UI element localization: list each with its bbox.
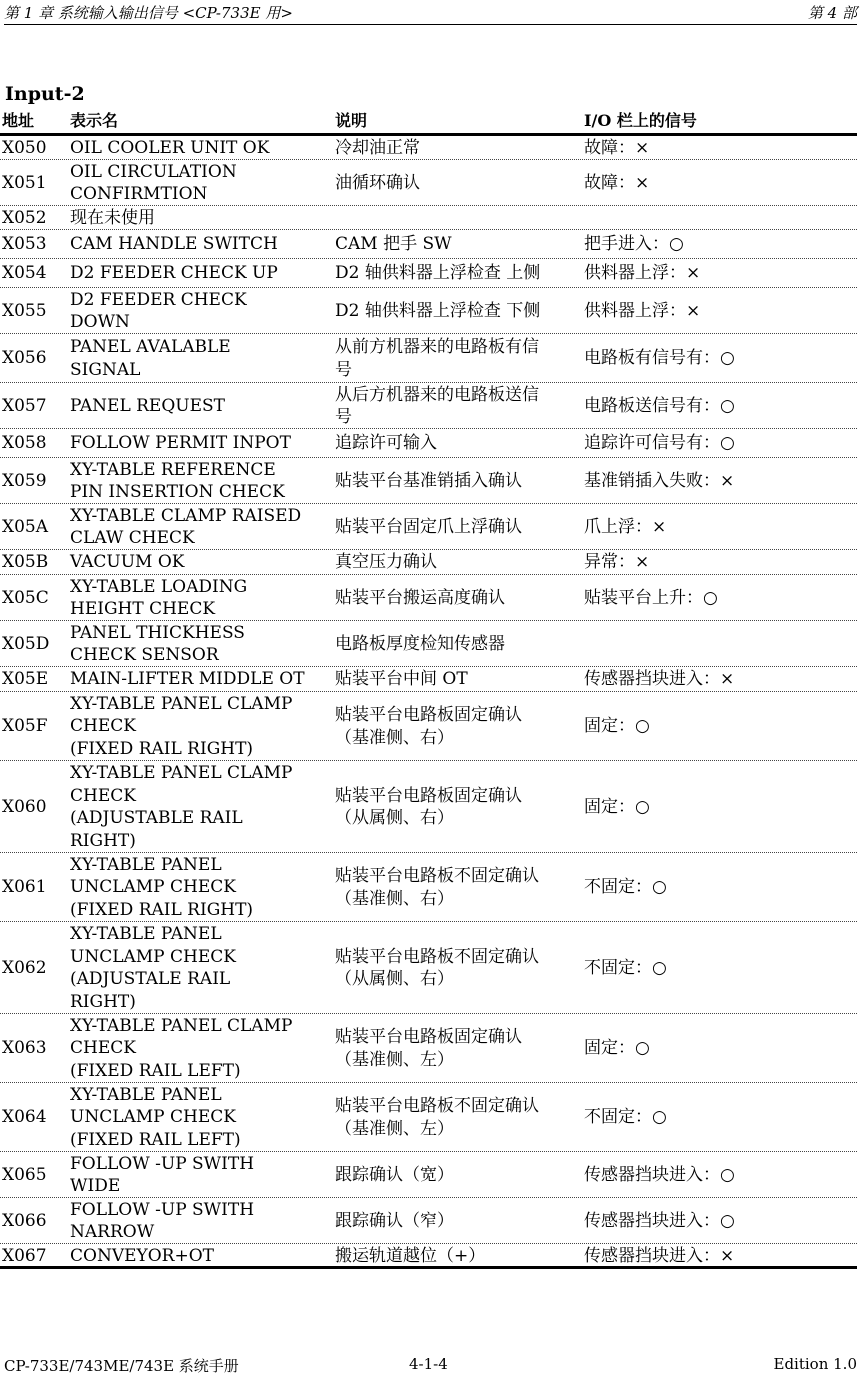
table-row [0, 206, 857, 230]
address-cell: X050 [2, 137, 47, 158]
display-name-cell-line: VACUUM OK [70, 552, 185, 573]
address-cell: X05E [2, 669, 49, 690]
description-cell [335, 667, 577, 692]
address-cell: X056 [2, 348, 47, 369]
table-row [0, 1244, 857, 1269]
description-cell-line: D2 轴供料器上浮检查 下侧 [335, 300, 541, 321]
address-cell: X05B [2, 552, 49, 573]
description-cell [335, 1014, 577, 1083]
address-cell: X052 [2, 207, 47, 228]
description-cell-line: 贴装平台电路板不固定确认 [335, 946, 539, 967]
description-cell [335, 504, 577, 550]
display-name-cell [70, 1198, 328, 1244]
signal-cell: 异常：× [584, 552, 650, 573]
address-cell: X067 [2, 1246, 47, 1267]
address-cell: X051 [2, 172, 47, 193]
description-cell-line: 贴装平台电路板固定确认 [335, 785, 522, 806]
display-name-cell-line: (FIXED RAIL RIGHT) [70, 738, 254, 759]
display-name-cell-line: WIDE [70, 1176, 121, 1196]
display-name-cell-line: CHECK [70, 1038, 136, 1059]
table-row [0, 429, 857, 458]
signal-cell: 故障：× [584, 172, 650, 193]
table-row [0, 1152, 857, 1198]
display-name-cell-line: FOLLOW -UP SWITH [70, 1199, 255, 1220]
row-divider [0, 1266, 857, 1269]
display-name-cell-line: FOLLOW PERMIT INPOT [70, 433, 291, 454]
signal-cell: 不固定：○ [584, 877, 667, 898]
table-row [0, 259, 857, 288]
display-name-cell [70, 761, 328, 853]
description-cell-line: 追踪许可输入 [335, 433, 437, 454]
display-name-cell [70, 575, 328, 621]
table-row [0, 853, 857, 922]
signal-cell: 传感器挡块进入：× [584, 1246, 735, 1267]
description-cell-line: 从后方机器来的电路板送信 [335, 384, 539, 405]
description-cell [335, 160, 577, 206]
address-cell: X054 [2, 263, 47, 284]
table-row [0, 383, 857, 429]
address-cell: X060 [2, 796, 47, 817]
description-cell-line: （从属侧、右） [335, 969, 454, 989]
display-name-cell [70, 288, 328, 334]
display-name-cell-line: CHECK [70, 716, 136, 737]
col-description: 说明 [335, 111, 368, 130]
display-name-cell [70, 383, 328, 429]
display-name-cell [70, 1152, 328, 1198]
description-cell [335, 575, 577, 621]
description-cell-line: （基准侧、右） [335, 727, 454, 748]
table-row [0, 667, 857, 692]
address-cell: X061 [2, 877, 47, 898]
display-name-cell [70, 504, 328, 550]
signal-cell: 不固定：○ [584, 1107, 667, 1128]
display-name-cell-line: XY-TABLE PANEL [70, 924, 222, 944]
description-cell-line: CAM 把手 SW [335, 234, 452, 255]
display-name-cell [70, 230, 328, 259]
display-name-cell [70, 136, 328, 160]
table-row [0, 1198, 857, 1244]
signal-cell: 不固定：○ [584, 957, 667, 978]
display-name-cell-line: XY-TABLE CLAMP RAISED [70, 505, 302, 526]
signal-cell: 基准销插入失败：× [584, 470, 735, 491]
description-cell-line: （基准侧、右） [335, 888, 454, 909]
description-cell-line: 贴装平台电路板固定确认 [335, 705, 522, 725]
display-name-cell-line: XY-TABLE REFERENCE [70, 459, 276, 480]
display-name-cell-line: PIN INSERTION CHECK [70, 482, 285, 502]
address-cell: X063 [2, 1038, 47, 1059]
display-name-cell-line: OIL COOLER UNIT OK [70, 137, 270, 158]
display-name-cell-line: D2 FEEDER CHECK [70, 289, 247, 310]
table-row [0, 504, 857, 550]
display-name-cell-line: RIGHT) [70, 830, 136, 851]
address-cell: X057 [2, 395, 47, 416]
description-cell-line: 从前方机器来的电路板有信 [335, 337, 539, 357]
display-name-cell-line: XY-TABLE PANEL [70, 1084, 222, 1105]
display-name-cell-line: CAM HANDLE SWITCH [70, 234, 278, 255]
description-cell [335, 288, 577, 334]
description-cell-line: 贴装平台中间 OT [335, 669, 468, 690]
description-cell [335, 1198, 577, 1244]
display-name-cell-line: UNCLAMP CHECK [70, 946, 236, 967]
table-row [0, 1083, 857, 1152]
address-cell: X05D [2, 633, 50, 654]
display-name-cell-line: XY-TABLE PANEL [70, 854, 222, 875]
display-name-cell-line: FOLLOW -UP SWITH [70, 1153, 255, 1174]
description-cell-line: 电路板厚度检知传感器 [335, 633, 505, 654]
table-row [0, 922, 857, 1014]
signal-cell: 把手进入：○ [584, 234, 684, 255]
display-name-cell-line: SIGNAL [70, 359, 141, 380]
description-cell [335, 853, 577, 922]
description-cell-line: 贴装平台基准销插入确认 [335, 470, 522, 491]
description-cell [335, 458, 577, 504]
display-name-cell [70, 550, 328, 575]
description-cell [335, 206, 577, 230]
description-cell [335, 621, 577, 667]
address-cell: X064 [2, 1107, 47, 1128]
table-row [0, 575, 857, 621]
display-name-cell [70, 1014, 328, 1083]
col-address: 地址 [2, 111, 35, 130]
description-cell [335, 1083, 577, 1152]
table-row [0, 692, 857, 761]
io-table-body [0, 136, 857, 1269]
signal-cell: 固定：○ [584, 1038, 650, 1059]
display-name-cell-line: (FIXED RAIL RIGHT) [70, 899, 254, 920]
display-name-cell-line: NARROW [70, 1222, 155, 1242]
description-cell [335, 230, 577, 259]
display-name-cell [70, 922, 328, 1014]
display-name-cell [70, 206, 328, 230]
address-cell: X059 [2, 470, 47, 491]
display-name-cell [70, 429, 328, 458]
part-label: 第 4 部 [807, 4, 857, 22]
display-name-cell [70, 692, 328, 761]
signal-cell: 传感器挡块进入：○ [584, 1164, 735, 1185]
description-cell [335, 922, 577, 1014]
display-name-cell-line: OIL CIRCULATION [70, 161, 237, 182]
table-row [0, 230, 857, 259]
description-cell [335, 550, 577, 575]
signal-cell: 电路板有信号有：○ [584, 348, 735, 369]
table-row [0, 136, 857, 160]
table-row [0, 1014, 857, 1083]
display-name-cell [70, 160, 328, 206]
display-name-cell [70, 667, 328, 692]
signal-cell: 供料器上浮：× [584, 300, 701, 321]
address-cell: X058 [2, 433, 47, 454]
display-name-cell-line: UNCLAMP CHECK [70, 877, 236, 898]
display-name-cell-line: HEIGHT CHECK [70, 599, 216, 619]
display-name-cell-line: CHECK [70, 785, 136, 806]
chapter-title: 第 1 章 系统输入输出信号 <CP-733E 用> [4, 4, 293, 22]
display-name-cell-line: PANEL AVALABLE [70, 337, 231, 357]
description-cell-line: （从属侧、右） [335, 808, 454, 828]
signal-cell [584, 621, 857, 667]
display-name-cell-line: (FIXED RAIL LEFT) [70, 1129, 241, 1150]
description-cell [335, 383, 577, 429]
table-row [0, 334, 857, 383]
display-name-cell-line: (FIXED RAIL LEFT) [70, 1060, 241, 1081]
display-name-cell-line: CLAW CHECK [70, 528, 195, 548]
col-signal: I/O 栏上的信号 [584, 111, 697, 130]
description-cell-line: （基准侧、左） [335, 1118, 454, 1139]
signal-cell: 传感器挡块进入：○ [584, 1210, 735, 1231]
signal-cell: 贴装平台上升：○ [584, 587, 718, 608]
description-cell-line: 贴装平台电路板不固定确认 [335, 866, 539, 886]
table-row [0, 621, 857, 667]
description-cell-line: 贴装平台搬运高度确认 [335, 587, 505, 608]
description-cell-line: 号 [335, 407, 352, 427]
description-cell-line: D2 轴供料器上浮检查 上侧 [335, 263, 541, 284]
signal-cell: 固定：○ [584, 796, 650, 817]
display-name-cell-line: CHECK SENSOR [70, 645, 219, 665]
display-name-cell-line: XY-TABLE PANEL CLAMP [70, 1015, 293, 1036]
signal-cell: 追踪许可信号有：○ [584, 433, 735, 454]
page-number: 4-1-4 [409, 1355, 448, 1373]
signal-cell: 电路板送信号有：○ [584, 395, 735, 416]
description-cell-line: 跟踪确认（宽） [335, 1164, 454, 1185]
display-name-cell-line: DOWN [70, 312, 130, 332]
address-cell: X066 [2, 1210, 47, 1231]
table-row [0, 288, 857, 334]
display-name-cell [70, 259, 328, 288]
display-name-cell-line: XY-TABLE LOADING [70, 576, 248, 597]
address-cell: X05C [2, 587, 49, 608]
description-cell-line: 真空压力确认 [335, 552, 437, 573]
description-cell-line: （基准侧、左） [335, 1049, 454, 1070]
description-cell-line: 冷却油正常 [335, 137, 420, 158]
description-cell-line: 贴装平台固定爪上浮确认 [335, 516, 522, 537]
display-name-cell-line: MAIN-LIFTER MIDDLE OT [70, 669, 305, 690]
table-header [0, 108, 857, 136]
display-name-cell-line: D2 FEEDER CHECK UP [70, 263, 278, 284]
table-row [0, 550, 857, 575]
description-cell [335, 259, 577, 288]
address-cell: X053 [2, 234, 47, 255]
signal-cell: 爪上浮：× [584, 516, 667, 537]
address-cell: X05A [2, 516, 49, 537]
table-row [0, 458, 857, 504]
col-display-name: 表示名 [70, 111, 119, 130]
description-cell-line: 贴装平台电路板不固定确认 [335, 1096, 539, 1116]
section-title: Input-2 [5, 83, 85, 105]
display-name-cell-line: PANEL REQUEST [70, 395, 226, 416]
display-name-cell [70, 458, 328, 504]
display-name-cell-line: (ADJUSTALE RAIL [70, 969, 231, 989]
display-name-cell-line: 现在未使用 [70, 207, 155, 228]
description-cell [335, 334, 577, 383]
manual-title: CP-733E/743ME/743E 系统手册 [4, 1357, 239, 1375]
display-name-cell-line: UNCLAMP CHECK [70, 1107, 236, 1128]
description-cell-line: 搬运轨道越位（+） [335, 1246, 486, 1267]
signal-cell: 传感器挡块进入：× [584, 669, 735, 690]
table-row [0, 160, 857, 206]
display-name-cell-line: CONFIRMTION [70, 184, 208, 204]
signal-cell: 固定：○ [584, 716, 650, 737]
display-name-cell-line: XY-TABLE PANEL CLAMP [70, 693, 293, 714]
description-cell-line: 油循环确认 [335, 172, 420, 193]
display-name-cell-line: RIGHT) [70, 991, 136, 1012]
display-name-cell-line: XY-TABLE PANEL CLAMP [70, 763, 293, 783]
display-name-cell [70, 1083, 328, 1152]
address-cell: X065 [2, 1164, 47, 1185]
display-name-cell-line: CONVEYOR+OT [70, 1246, 214, 1267]
display-name-cell [70, 334, 328, 383]
description-cell-line: 跟踪确认（窄） [335, 1210, 454, 1231]
page-header [4, 2, 857, 25]
description-cell [335, 761, 577, 853]
display-name-cell [70, 853, 328, 922]
display-name-cell-line: PANEL THICKHESS [70, 622, 245, 643]
address-cell: X055 [2, 300, 47, 321]
address-cell: X05F [2, 716, 48, 737]
signal-cell: 故障：× [584, 137, 650, 158]
edition: Edition 1.0 [773, 1355, 857, 1373]
display-name-cell [70, 621, 328, 667]
description-cell [335, 429, 577, 458]
address-cell: X062 [2, 957, 47, 978]
description-cell-line: 贴装平台电路板固定确认 [335, 1027, 522, 1047]
description-cell-line: 号 [335, 359, 352, 380]
display-name-cell-line: (ADJUSTABLE RAIL [70, 808, 243, 828]
description-cell [335, 692, 577, 761]
table-row [0, 761, 857, 853]
signal-cell: 供料器上浮：× [584, 263, 701, 284]
description-cell [335, 136, 577, 160]
description-cell [335, 1152, 577, 1198]
signal-cell [584, 206, 857, 230]
